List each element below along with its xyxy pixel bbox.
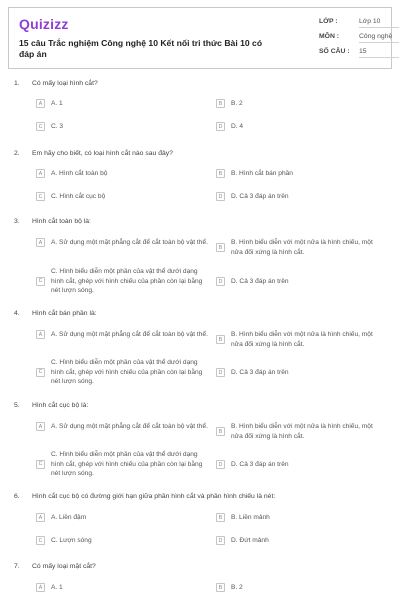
option-letter-box: A (36, 422, 45, 431)
option-letter-box: C (36, 368, 45, 377)
question-number: 1. (14, 80, 20, 87)
option-b[interactable] (216, 238, 383, 257)
worksheet-title: 15 câu Trắc nghiệm Công nghệ 10 Kết nối tri thức Bài 10 có đáp án (19, 38, 263, 59)
meta-row-subject (319, 33, 399, 48)
option-text: C. Lượn sóng (51, 537, 92, 544)
option-text: A. Liền đậm (51, 514, 87, 521)
option-d[interactable] (216, 368, 289, 378)
option-a[interactable] (36, 238, 211, 248)
option-letter-box: A (36, 330, 45, 339)
option-text: D. 4 (231, 123, 244, 130)
option-text: D. Cả 3 đáp án trên (231, 369, 289, 376)
option-text: A. 1 (51, 100, 63, 107)
meta-label: SỐ CÂU : (319, 48, 350, 55)
option-text: D. Cả 3 đáp án trên (231, 461, 289, 468)
option-letter-box: C (36, 536, 45, 545)
option-letter-box: D (216, 122, 225, 131)
option-text: C. Hình cắt cục bộ (51, 193, 106, 200)
option-c[interactable] (36, 192, 105, 202)
option-text: A. Sử dụng một mặt phẳng cắt để cắt toàn bộ vật thể. (51, 423, 208, 430)
option-a[interactable] (36, 99, 63, 109)
meta-label: LỚP : (319, 18, 338, 25)
option-letter-box: A (36, 99, 45, 108)
option-text: B. Hình cắt bán phần (231, 170, 293, 177)
question-text: Hình cắt cục bộ có đường giới hạn giữa phần hình cắt và phần hình chiếu là nét: (32, 493, 276, 500)
option-d[interactable] (216, 192, 289, 202)
option-text: B. 2 (231, 100, 243, 107)
option-letter-box: D (216, 192, 225, 201)
option-a[interactable] (36, 330, 211, 340)
option-letter-box: B (216, 583, 225, 592)
option-b[interactable] (216, 422, 383, 441)
option-b[interactable] (216, 583, 243, 593)
option-c[interactable] (36, 267, 211, 296)
option-text: B. Liền mảnh (231, 514, 270, 521)
question-text: Có mấy loại hình cắt? (32, 80, 98, 87)
option-letter-box: B (216, 335, 225, 344)
option-b[interactable] (216, 99, 243, 109)
option-letter-box: B (216, 513, 225, 522)
quizizz-logo: Quizizz (19, 16, 69, 32)
option-text: A. Sử dụng một mặt phẳng cắt để cắt toàn bộ vật thể. (51, 331, 208, 338)
question-number: 5. (14, 402, 20, 409)
option-letter-box: D (216, 368, 225, 377)
meta-label: MÔN : (319, 33, 340, 40)
option-text: D. Cả 3 đáp án trên (231, 278, 289, 285)
option-text: C. Hình biểu diễn một phần của vật thể dưới dạng hình cắt, ghép với hình chiếu của phần còn lại bằng nét lượn sóng. (51, 451, 203, 477)
option-letter-box: C (36, 460, 45, 469)
option-b[interactable] (216, 513, 270, 523)
question-number: 2. (14, 150, 20, 157)
option-letter-box: B (216, 99, 225, 108)
option-letter-box: C (36, 192, 45, 201)
option-text: A. 1 (51, 584, 63, 591)
option-b[interactable] (216, 169, 293, 179)
meta-row-class (319, 18, 399, 33)
option-d[interactable] (216, 277, 289, 287)
option-text: B. Hình biểu diễn với một nửa là hình chiếu, một nửa đối xứng là hình cắt. (231, 331, 373, 348)
option-c[interactable] (36, 122, 63, 132)
option-text: C. Hình biểu diễn một phần của vật thể dưới dạng hình cắt, ghép với hình chiếu của phần còn lại bằng nét lượn sóng. (51, 268, 203, 294)
question-number: 4. (14, 310, 20, 317)
question-number: 7. (14, 563, 20, 570)
meta-value: 15 (359, 48, 399, 58)
option-d[interactable] (216, 460, 289, 470)
question-text: Em hãy cho biết, có loại hình cắt nào sau đây? (32, 150, 173, 157)
option-a[interactable] (36, 513, 86, 523)
question-text: Hình cắt toàn bộ là: (32, 218, 91, 225)
option-c[interactable] (36, 358, 211, 387)
option-letter-box: D (216, 277, 225, 286)
option-letter-box: C (36, 122, 45, 131)
question-text: Hình cắt cục bộ là: (32, 402, 89, 409)
option-d[interactable] (216, 122, 243, 132)
option-text: C. 3 (51, 123, 64, 130)
meta-value: Công nghệ (359, 33, 399, 43)
option-a[interactable] (36, 583, 63, 593)
option-letter-box: D (216, 536, 225, 545)
option-a[interactable] (36, 169, 107, 179)
option-text: B. Hình biểu diễn với một nửa là hình chiếu, một nửa đối xứng là hình cắt. (231, 423, 373, 440)
question-number: 3. (14, 218, 20, 225)
option-text: D. Đứt mảnh (231, 537, 269, 544)
meta-info (319, 18, 399, 63)
option-letter-box: A (36, 583, 45, 592)
option-text: A. Hình cắt toàn bộ (51, 170, 108, 177)
option-letter-box: B (216, 427, 225, 436)
meta-row-count (319, 48, 399, 63)
option-letter-box: C (36, 277, 45, 286)
option-b[interactable] (216, 330, 383, 349)
option-letter-box: A (36, 169, 45, 178)
option-letter-box: A (36, 513, 45, 522)
option-c[interactable] (36, 450, 211, 479)
question-number: 6. (14, 493, 20, 500)
option-text: B. Hình biểu diễn với một nửa là hình chiếu, một nửa đối xứng là hình cắt. (231, 239, 373, 256)
option-text: C. Hình biểu diễn một phần của vật thể dưới dạng hình cắt, ghép với hình chiếu của phần còn lại bằng nét lượn sóng. (51, 359, 203, 385)
option-letter-box: A (36, 238, 45, 247)
option-text: D. Cả 3 đáp án trên (231, 193, 289, 200)
question-text: Có mấy loại mặt cắt? (32, 563, 96, 570)
option-d[interactable] (216, 536, 269, 546)
option-a[interactable] (36, 422, 211, 432)
option-letter-box: B (216, 169, 225, 178)
worksheet-header (8, 7, 392, 69)
option-c[interactable] (36, 536, 92, 546)
option-letter-box: D (216, 460, 225, 469)
question-text: Hình cắt bán phần là: (32, 310, 97, 317)
option-letter-box: B (216, 243, 225, 252)
option-text: B. 2 (231, 584, 243, 591)
option-text: A. Sử dụng một mặt phẳng cắt để cắt toàn bộ vật thể. (51, 239, 208, 246)
meta-value: Lớp 10 (359, 18, 399, 28)
